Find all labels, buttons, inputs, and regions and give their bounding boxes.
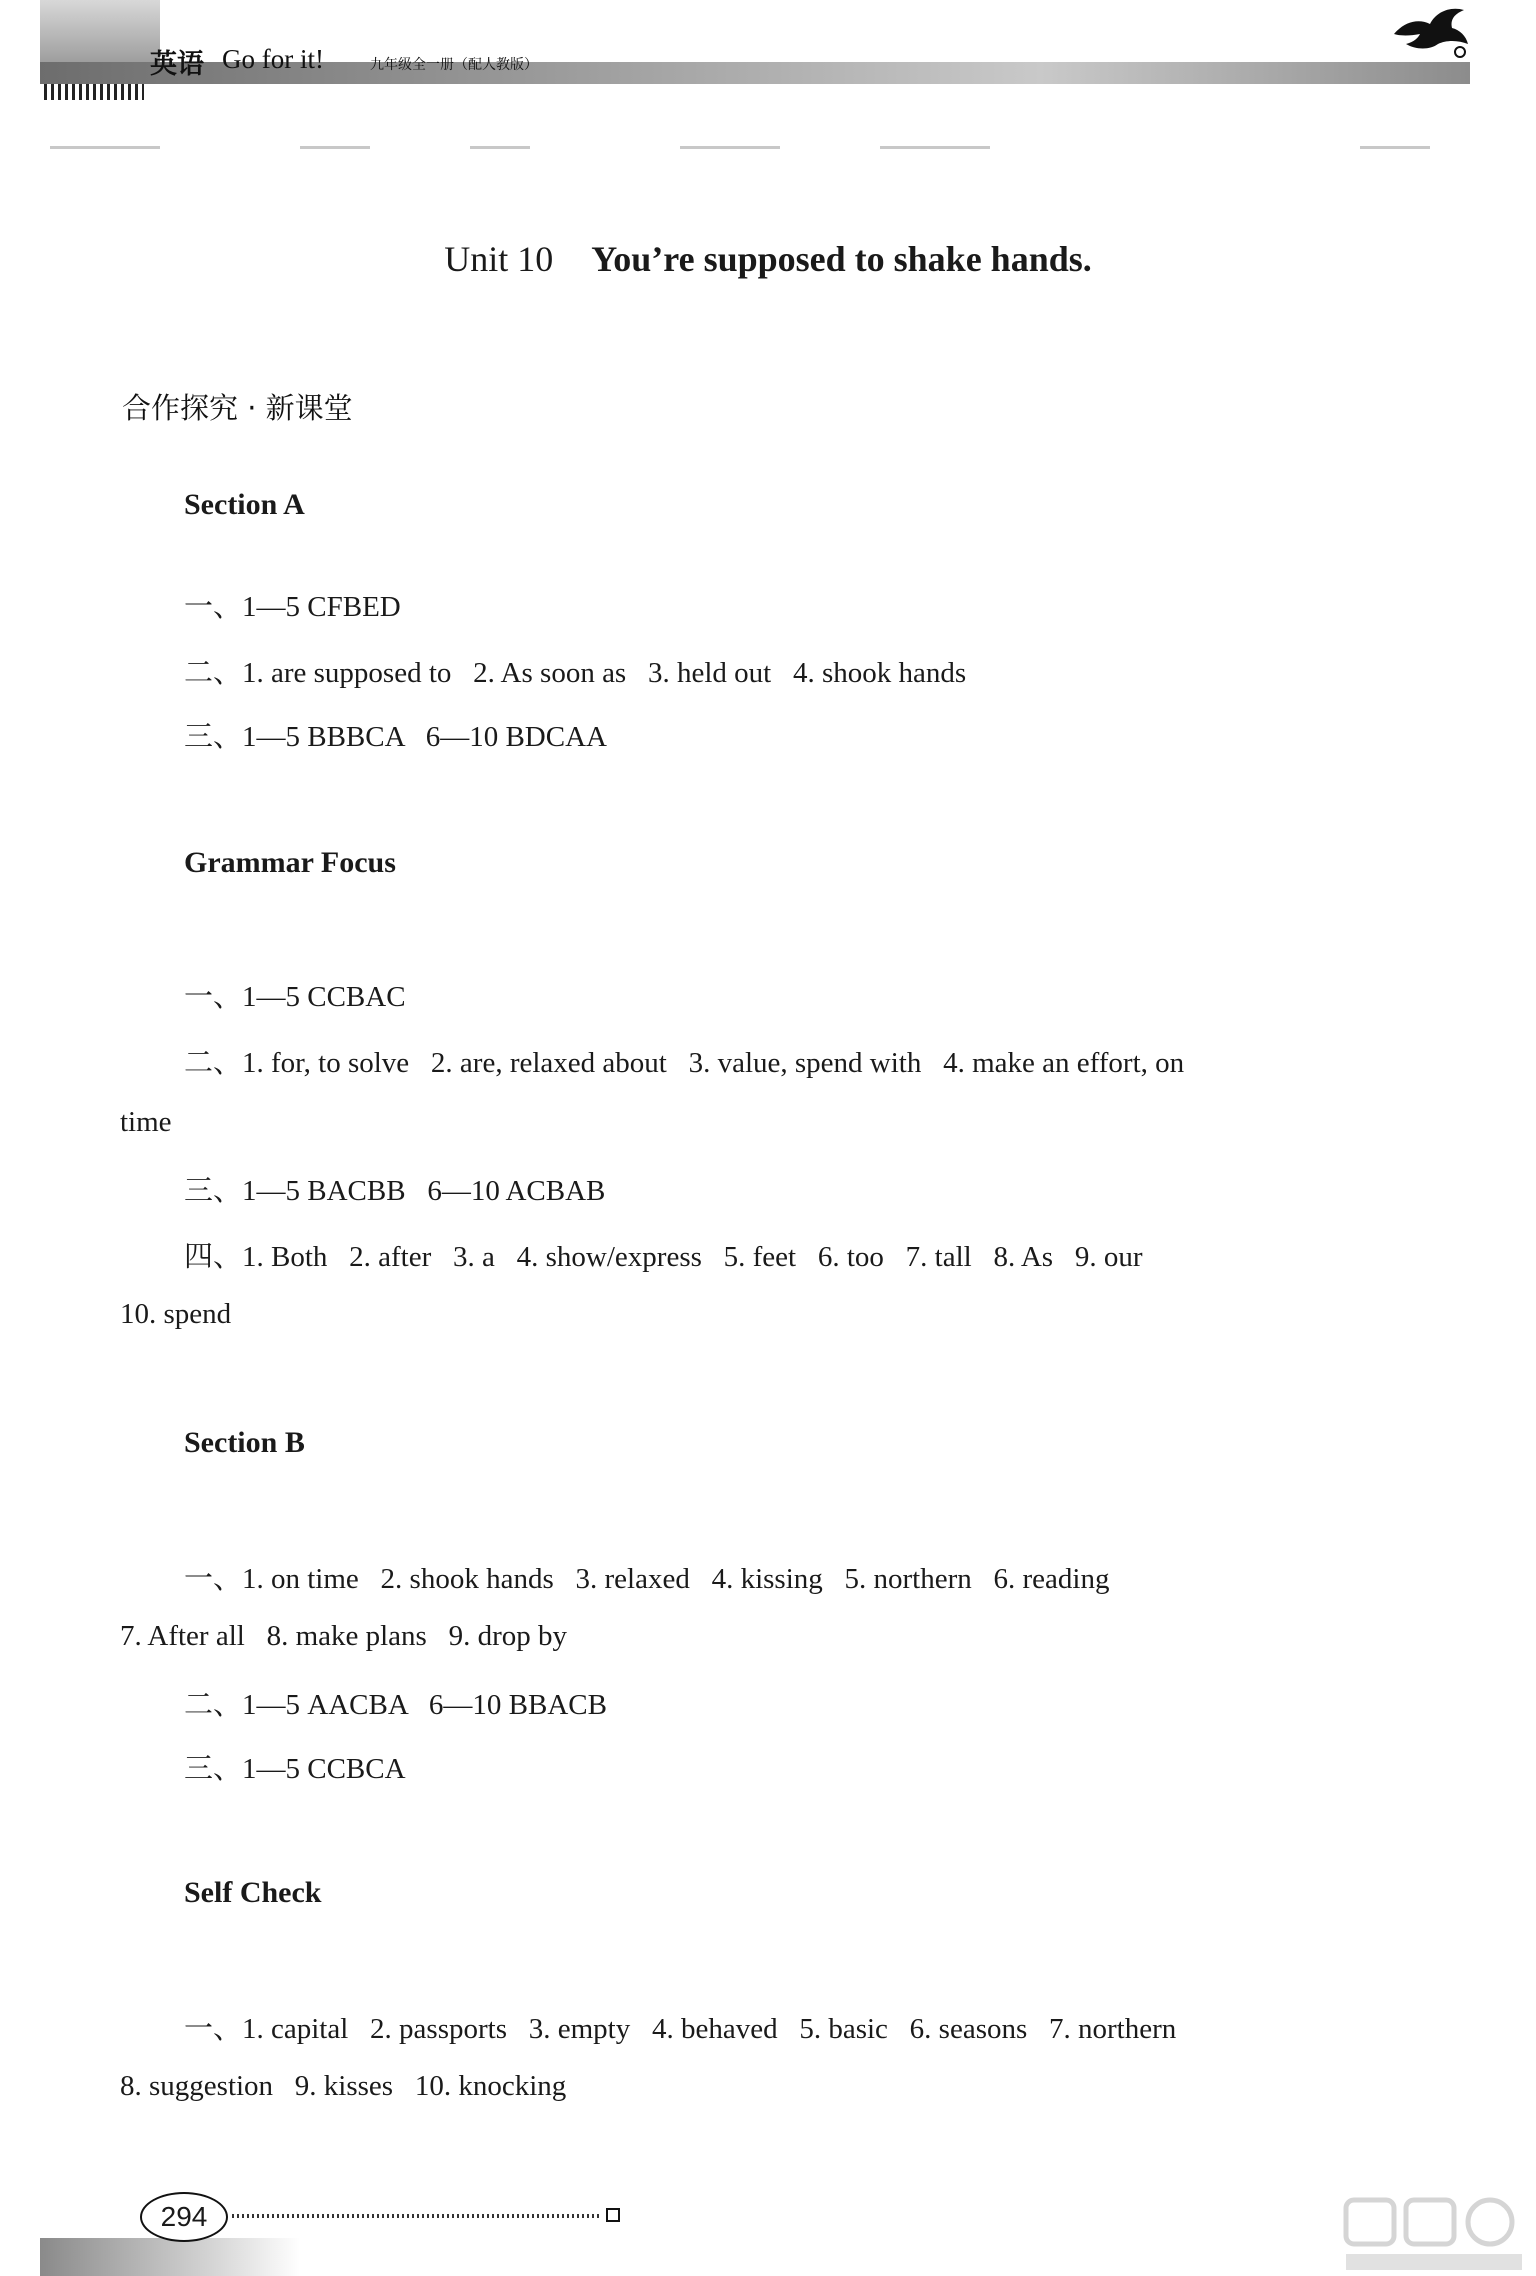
watermark-logo-icon bbox=[1340, 2192, 1530, 2276]
answer-line: 四、1. Both 2. after 3. a 4. show/express 5. feet 6. too 7. tall 8. As 9. our bbox=[184, 1241, 1143, 1273]
answer-line: 一、1. capital 2. passports 3. empty 4. behaved 5. basic 6. seasons 7. northern bbox=[184, 2013, 1177, 2045]
part-heading: 合作探究 · 新课堂 bbox=[122, 391, 353, 425]
header-divider bbox=[1360, 146, 1430, 149]
answer-line-continued: time bbox=[120, 1106, 172, 1138]
footer-band bbox=[40, 2238, 300, 2276]
unit-title bbox=[0, 238, 1536, 280]
header-barcode-decor bbox=[44, 84, 144, 100]
answer-line: 二、1—5 AACBA 6—10 BBACB bbox=[184, 1689, 607, 1721]
answer-line: 一、1—5 CCBAC bbox=[184, 981, 406, 1013]
answer-line: 二、1. are supposed to 2. As soon as 3. held out 4. shook hands bbox=[184, 657, 967, 689]
header-divider bbox=[50, 146, 160, 149]
header-divider bbox=[880, 146, 990, 149]
answer-line: 三、1—5 BBBCA 6—10 BDCAA bbox=[184, 721, 607, 753]
header-decor-band bbox=[40, 0, 160, 62]
header-book-title: Go for it! bbox=[222, 44, 324, 74]
unit-title-text: You’re supposed to shake hands. bbox=[591, 239, 1092, 279]
answer-line: 三、1—5 CCBCA bbox=[184, 1753, 406, 1785]
page-header bbox=[0, 0, 1536, 110]
answer-line-continued: 8. suggestion 9. kisses 10. knocking bbox=[120, 2070, 567, 2102]
header-divider bbox=[470, 146, 530, 149]
section-b-heading: Section B bbox=[184, 1426, 305, 1459]
footer-square-icon bbox=[606, 2208, 620, 2222]
self-check-heading: Self Check bbox=[184, 1876, 322, 1909]
page-number: 294 bbox=[140, 2192, 228, 2242]
answer-line-continued: 10. spend bbox=[120, 1298, 232, 1330]
answer-line: 一、1—5 CFBED bbox=[184, 591, 401, 623]
answer-line: 三、1—5 BACBB 6—10 ACBAB bbox=[184, 1175, 606, 1207]
grammar-focus-heading: Grammar Focus bbox=[184, 846, 396, 879]
bird-logo-icon bbox=[1390, 4, 1470, 62]
header-divider bbox=[680, 146, 780, 149]
answer-line: 二、1. for, to solve 2. are, relaxed about 3. value, spend with 4. make an effort, on bbox=[184, 1047, 1185, 1079]
header-subject: 英语 bbox=[150, 49, 204, 80]
footer-dotted-line bbox=[232, 2214, 602, 2218]
answer-line: 一、1. on time 2. shook hands 3. relaxed 4. kissing 5. northern 6. reading bbox=[184, 1563, 1110, 1595]
section-a-heading: Section A bbox=[184, 488, 305, 521]
header-grade-info: 九年级全一册（配人教版） bbox=[370, 57, 538, 73]
header-divider bbox=[300, 146, 370, 149]
unit-number: Unit 10 bbox=[444, 239, 554, 279]
answer-line-continued: 7. After all 8. make plans 9. drop by bbox=[120, 1620, 567, 1652]
